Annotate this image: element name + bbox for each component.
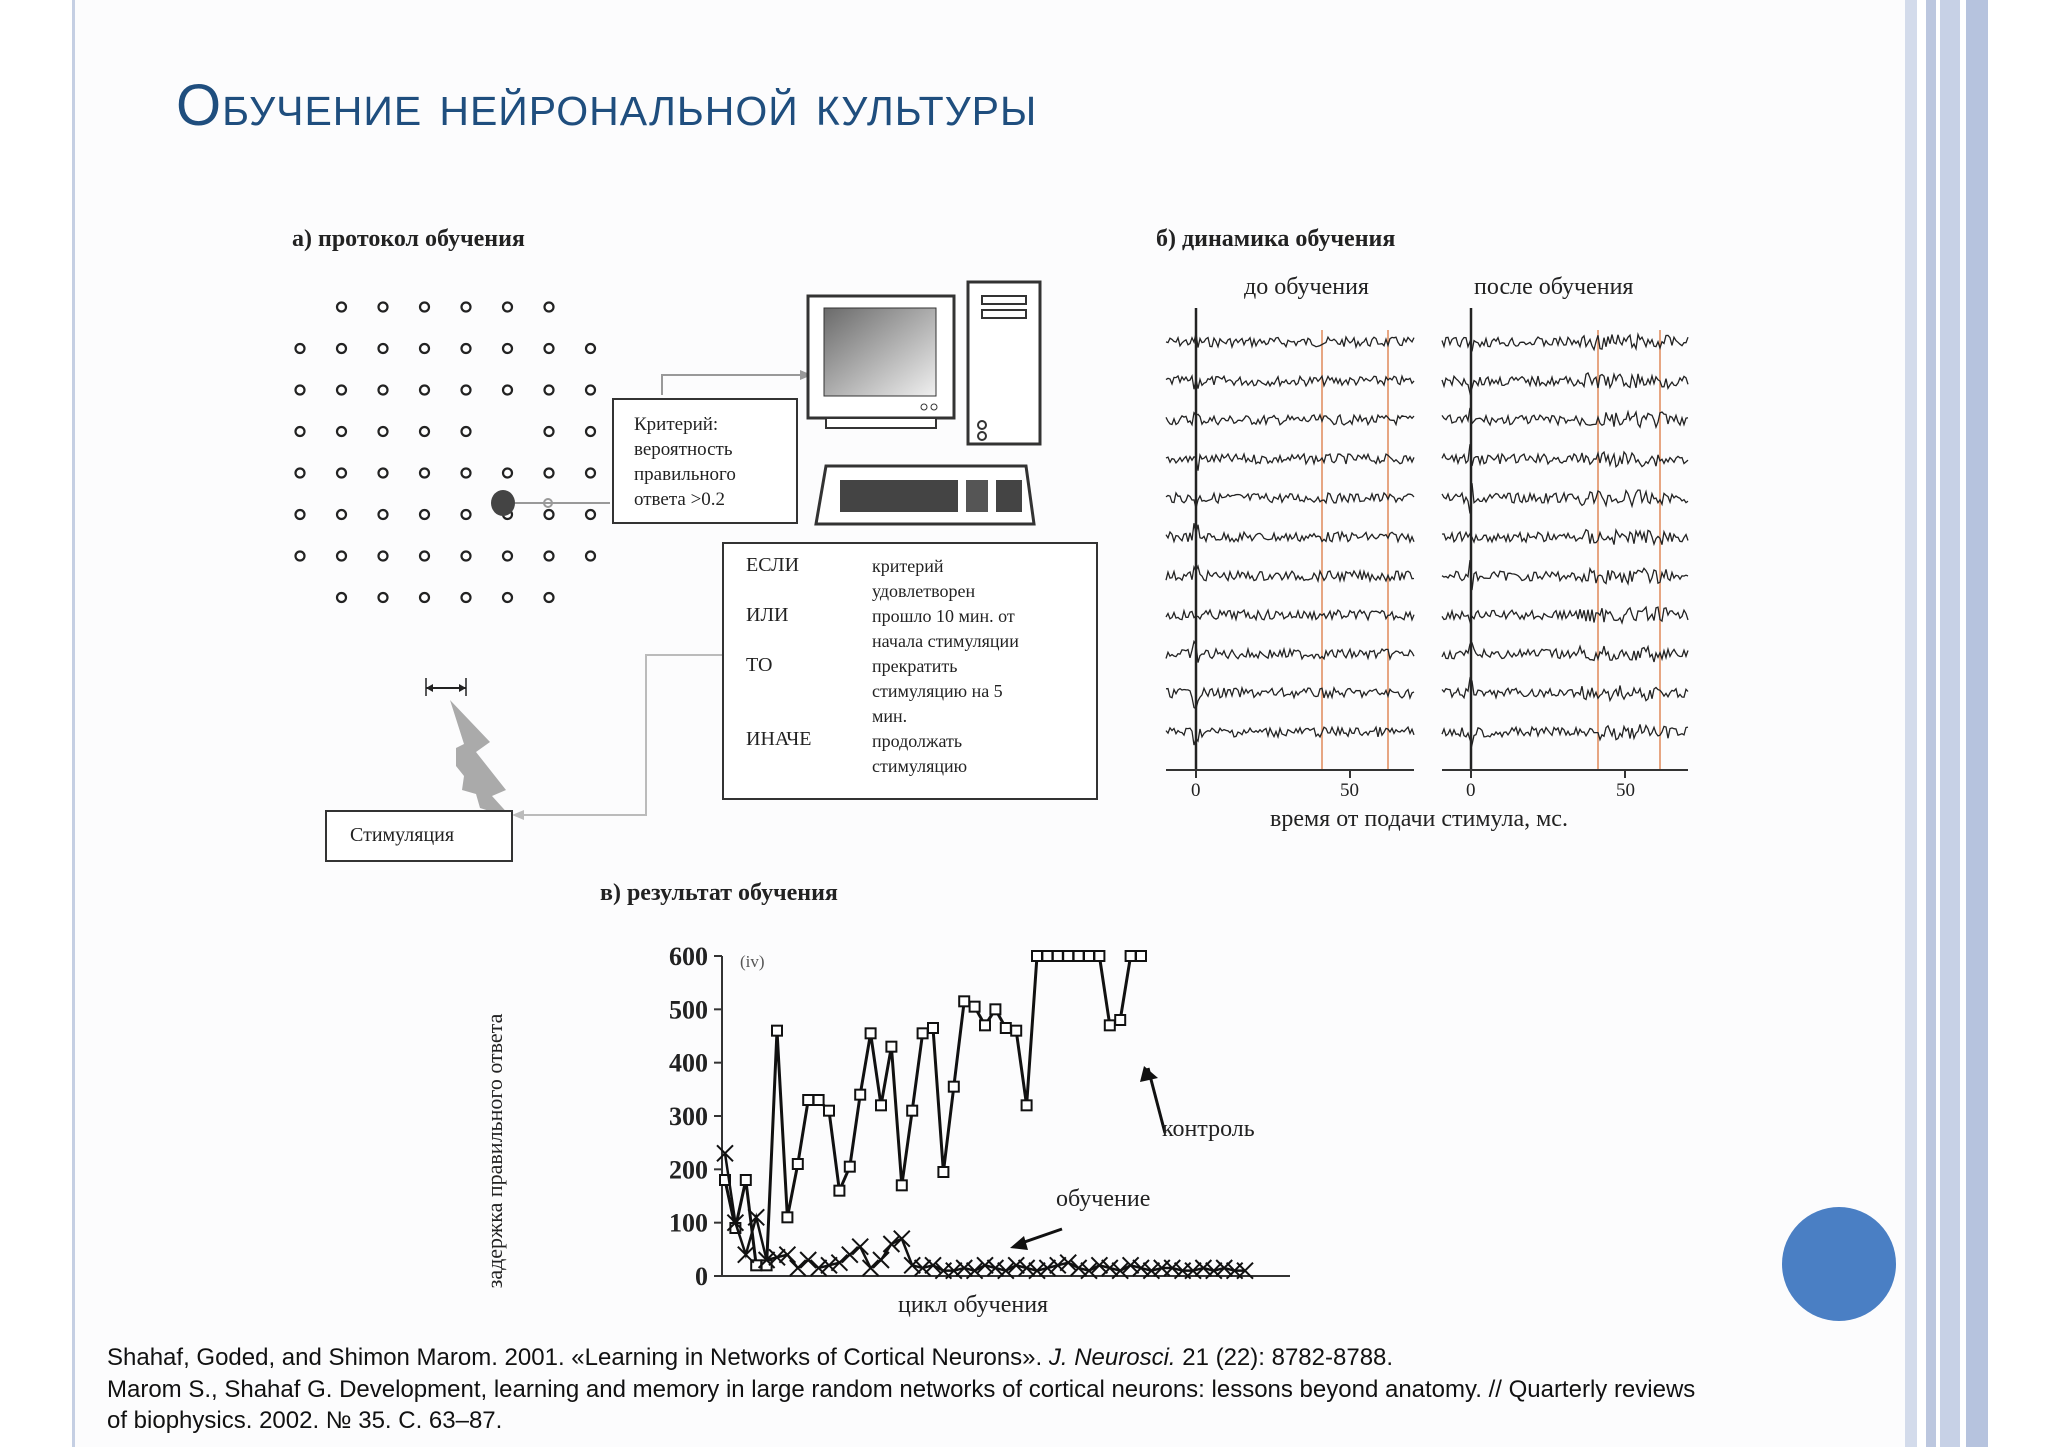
trace-row <box>1442 444 1688 467</box>
trace-row <box>1166 493 1414 508</box>
control-point <box>886 1042 896 1052</box>
electrode <box>586 427 595 436</box>
electrode <box>545 344 554 353</box>
control-point <box>928 1023 938 1033</box>
learning-point <box>811 1260 827 1276</box>
learning-point <box>915 1260 931 1276</box>
control-point <box>1084 951 1094 961</box>
electrode <box>337 386 346 395</box>
electrode <box>296 427 305 436</box>
y-tick-label: 200 <box>669 1155 708 1185</box>
trace-row <box>1166 376 1414 389</box>
electrode <box>296 469 305 478</box>
electrode <box>379 593 388 602</box>
electrode <box>586 344 595 353</box>
y-tick-label: 300 <box>669 1102 708 1131</box>
control-point <box>876 1100 886 1110</box>
control-point <box>1001 1023 1011 1033</box>
control-point <box>949 1082 959 1092</box>
before-learning-label: до обучения <box>1244 274 1369 300</box>
learning-point <box>863 1260 879 1276</box>
control-point <box>938 1167 948 1177</box>
y-tick-label: 400 <box>669 1048 708 1078</box>
electrode <box>379 303 388 312</box>
electrode <box>503 303 512 312</box>
control-point <box>1053 951 1063 961</box>
learning-point <box>852 1239 868 1255</box>
electrode <box>503 469 512 478</box>
accent-circle <box>1782 1207 1896 1321</box>
control-point <box>918 1028 928 1038</box>
control-point <box>845 1162 855 1172</box>
rule-keyword-if: ЕСЛИ <box>746 554 800 576</box>
trace-row <box>1442 678 1688 700</box>
control-point <box>1074 951 1084 961</box>
side-band-3 <box>1940 0 1960 1447</box>
annotation-learning: обучение <box>1056 1186 1151 1212</box>
stimulation-label: Стимуляция <box>350 824 455 846</box>
control-point <box>814 1095 824 1105</box>
learning-point <box>1133 1260 1149 1276</box>
trace-row <box>1166 523 1414 542</box>
electrode <box>379 386 388 395</box>
electrode <box>379 344 388 353</box>
panel-a-label: а) протокол обучения <box>292 226 525 252</box>
chart-xlabel: цикл обучения <box>898 1292 1049 1318</box>
trace-row <box>1442 483 1688 513</box>
panel-tag: (iv) <box>740 952 765 971</box>
learning-point <box>769 1249 785 1265</box>
control-point <box>855 1090 865 1100</box>
electrode <box>337 427 346 436</box>
trace-row <box>1166 413 1414 425</box>
learning-point <box>1216 1260 1232 1276</box>
electrode <box>337 303 346 312</box>
recording-electrode <box>491 490 515 516</box>
control-point <box>1032 951 1042 961</box>
electrode <box>545 510 554 519</box>
annotation-control: контроль <box>1162 1116 1255 1142</box>
control-point <box>772 1026 782 1036</box>
learning-point <box>1050 1257 1066 1273</box>
rule-keyword-or: ИЛИ <box>746 604 789 626</box>
control-point <box>824 1106 834 1116</box>
trace-row <box>1442 607 1688 623</box>
learning-point <box>790 1260 806 1276</box>
trace-row <box>1166 334 1414 348</box>
y-tick-label: 100 <box>669 1208 708 1238</box>
electrode <box>420 344 429 353</box>
electrode <box>586 469 595 478</box>
after-learning-label: после обучения <box>1474 274 1634 300</box>
control-point <box>741 1175 751 1185</box>
learning-point <box>738 1247 754 1263</box>
trace-row <box>1442 408 1688 427</box>
learning-point <box>779 1247 795 1263</box>
trace-row <box>1166 688 1414 709</box>
learning-series-line <box>725 1153 1245 1270</box>
criterion-text: Критерий: вероятность правильного ответа >0.2 <box>634 414 736 510</box>
electrode <box>420 469 429 478</box>
electrode <box>462 303 471 312</box>
raster-xlabel: время от подачи стимула, мс. <box>1270 806 1568 832</box>
control-point <box>1011 1026 1021 1036</box>
tick-50-before: 50 <box>1340 780 1359 801</box>
learning-point <box>800 1252 816 1268</box>
electrode <box>545 593 554 602</box>
electrode <box>545 427 554 436</box>
electrode <box>503 386 512 395</box>
rule-keyword-then: ТО <box>746 654 773 676</box>
lightning-icon <box>450 700 512 818</box>
control-point <box>793 1159 803 1169</box>
control-point <box>970 1002 980 1012</box>
electrode <box>462 510 471 519</box>
electrode <box>503 344 512 353</box>
electrode <box>462 344 471 353</box>
rule-keyword-else: ИНАЧЕ <box>746 728 812 750</box>
control-point <box>866 1028 876 1038</box>
electrode <box>462 386 471 395</box>
electrode <box>296 386 305 395</box>
trace-row <box>1442 643 1688 662</box>
electrode <box>420 427 429 436</box>
raster-traces <box>1160 300 1700 800</box>
trace-row <box>1166 566 1414 581</box>
tick-0-after: 0 <box>1466 780 1476 801</box>
side-band-1 <box>1905 0 1917 1447</box>
electrode <box>379 469 388 478</box>
chart-ylabel: задержка правильного ответа <box>482 1013 507 1289</box>
trace-row <box>1166 610 1414 620</box>
side-band-4 <box>1966 0 1988 1447</box>
trace-row <box>1442 560 1688 590</box>
learning-point <box>821 1257 837 1273</box>
y-tick-label: 500 <box>669 995 708 1025</box>
control-point <box>834 1186 844 1196</box>
panel-c-label: в) результат обучения <box>600 880 838 906</box>
y-tick-label: 0 <box>695 1262 708 1291</box>
neural-traces <box>1166 308 1688 770</box>
electrode <box>379 552 388 561</box>
side-band-2 <box>1926 0 1936 1447</box>
electrode <box>337 344 346 353</box>
electrode <box>420 552 429 561</box>
trace-row <box>1442 335 1688 352</box>
electrode <box>462 427 471 436</box>
control-point <box>1094 951 1104 961</box>
learning-point <box>831 1255 847 1271</box>
electrode <box>420 303 429 312</box>
trace-row <box>1166 454 1414 471</box>
electrode <box>545 552 554 561</box>
electrode <box>586 386 595 395</box>
learning-point <box>1102 1260 1118 1276</box>
trace-row <box>1442 724 1688 744</box>
reference-2: Marom S., Shahaf G. Development, learning and memory in large random networks of cortical neurons: lessons beyond anatomy. // Quarterly reviews <box>107 1376 1696 1403</box>
electrode <box>420 510 429 519</box>
control-point <box>959 996 969 1006</box>
control-point <box>1115 1015 1125 1025</box>
learning-point <box>1019 1260 1035 1276</box>
slide-title: Обучение нейрональной культуры <box>176 73 1038 138</box>
electrode <box>545 303 554 312</box>
electrode <box>296 344 305 353</box>
learning-point <box>873 1252 889 1268</box>
electrode <box>337 552 346 561</box>
electrode <box>545 469 554 478</box>
electrode <box>545 386 554 395</box>
computer-icon <box>806 280 1046 530</box>
tick-50-after: 50 <box>1616 780 1635 801</box>
trace-row <box>1442 530 1688 545</box>
y-tick-label: 600 <box>669 942 708 971</box>
control-point <box>980 1020 990 1030</box>
trace-row <box>1166 642 1414 663</box>
control-point <box>1022 1100 1032 1110</box>
electrode <box>586 510 595 519</box>
electrode <box>503 593 512 602</box>
electrode <box>379 427 388 436</box>
control-point <box>1042 951 1052 961</box>
electrode <box>462 593 471 602</box>
control-point <box>803 1095 813 1105</box>
trace-row <box>1442 373 1688 393</box>
electrode <box>462 552 471 561</box>
control-point <box>1126 951 1136 961</box>
electrode <box>420 386 429 395</box>
electrode <box>296 552 305 561</box>
electrode <box>337 593 346 602</box>
learning-point <box>904 1257 920 1273</box>
reference-3: of biophysics. 2002. № 35. С. 63–87. <box>107 1407 503 1434</box>
electrode <box>503 552 512 561</box>
panel-b-label: б) динамика обучения <box>1156 226 1396 252</box>
control-point <box>1063 951 1073 961</box>
electrode <box>296 510 305 519</box>
trace-row <box>1166 727 1414 745</box>
tick-0-before: 0 <box>1191 780 1201 801</box>
reference-1: Shahaf, Goded, and Shimon Marom. 2001. «Learning in Networks of Cortical Neurons». J. Neurosci. 21 (22): 8782-8788. <box>107 1344 1394 1371</box>
control-point <box>782 1212 792 1222</box>
control-point <box>897 1180 907 1190</box>
control-point <box>907 1106 917 1116</box>
learning-point <box>1039 1260 1055 1276</box>
electrode <box>337 510 346 519</box>
learning-point <box>1195 1260 1211 1276</box>
control-point <box>990 1004 1000 1014</box>
electrode <box>337 469 346 478</box>
electrode-grid <box>296 303 596 603</box>
electrode <box>379 510 388 519</box>
electrode <box>586 552 595 561</box>
control-point <box>1105 1020 1115 1030</box>
control-series-markers <box>720 951 1146 1270</box>
learning-point <box>956 1260 972 1276</box>
rule-text: критерий удовлетворен прошло 10 мин. от начала стимуляции прекратить стимуляцию на 5 мин. продолжать стимуляцию <box>872 556 1019 776</box>
electrode <box>420 593 429 602</box>
control-point <box>1136 951 1146 961</box>
learning-point <box>842 1247 858 1263</box>
learning-point <box>987 1260 1003 1276</box>
electrode <box>462 469 471 478</box>
